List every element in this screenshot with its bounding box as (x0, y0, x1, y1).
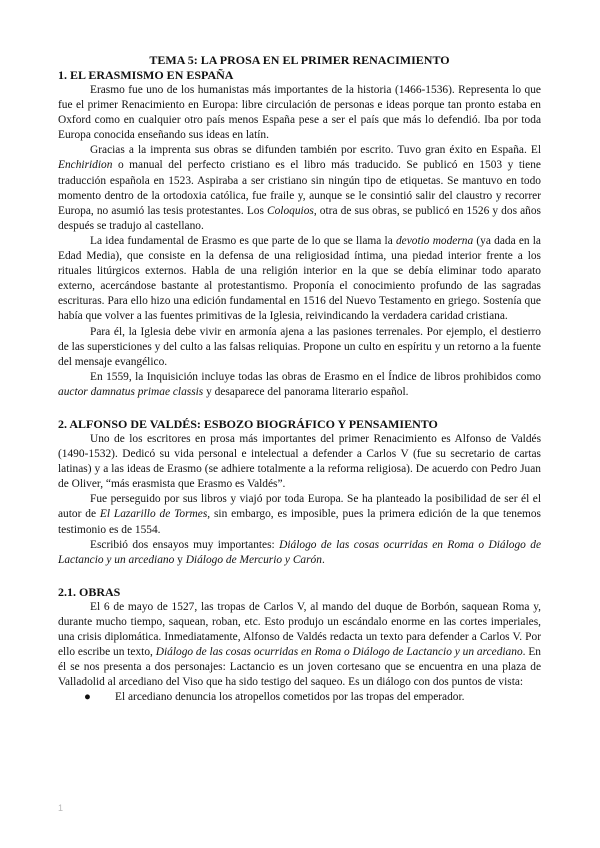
section-heading-erasmismo: 1. EL ERASMISMO EN ESPAÑA (58, 68, 234, 82)
text-run: . (321, 553, 325, 566)
paragraph (58, 538, 541, 568)
paragraph (58, 600, 541, 691)
text-run: , sin embargo, es imposible, pues la primera edición de la que tenemos testimonio es de 1554. (58, 508, 541, 536)
bullet-list (58, 690, 541, 705)
italic-title: Coloquios (267, 204, 314, 217)
text-run: y desaparece del panorama literario español. (203, 385, 409, 398)
page-number: 1 (58, 803, 64, 813)
list-item (58, 690, 541, 705)
text-run: La idea fundamental de Erasmo es que parte de lo que se llama la (90, 234, 396, 247)
paragraph (58, 370, 541, 400)
text-run: En 1559, la Inquisición incluye todas las obras de Erasmo en el Índice de libros prohibidos como (90, 370, 541, 383)
section-heading-valdes: 2. ALFONSO DE VALDÉS: ESBOZO BIOGRÁFICO Y PENSAMIENTO (58, 416, 438, 431)
italic-term: devotio moderna (395, 234, 474, 247)
text-run: El 6 de mayo de 1527, las tropas de Carlos V, al mando del duque de Borbón, saquean Roma y, durante mucho tiempo, saquean, roban, etc. Esto produjo un escándalo enorme en las cortes imperiales, una crisis diplomática. Inmediatamente, Alfonso de Valdés redacta un texto para defender a Carlos V. Por ello escribe un texto, (58, 600, 541, 659)
list-item-text: El arcediano denuncia los atropellos cometidos por las tropas del emperador. (115, 691, 465, 704)
text-run: Gracias a la imprenta sus obras se difunden también por escrito. Tuvo gran éxito en España. El (90, 144, 541, 157)
bullet-icon: ● (84, 691, 91, 704)
text-run: Escribió dos ensayos muy importantes: (90, 538, 280, 551)
page-content (58, 53, 541, 705)
paragraph (58, 492, 541, 537)
paragraph: Uno de los escritores en prosa más importantes del primer Renacimiento es Alfonso de Valdés (1490-1532). Dedicó su vida personal e intelectual a defender a Carlos V (fue su secretario de cartas latinas) y a las ideas de Erasmo (se adhiere totalmente a la reforma religiosa). De acuerdo con Pedro Juan de Oliver, “más erasmista que Erasmo es Valdés”. (58, 432, 541, 491)
section-heading-obras: 2.1. OBRAS (58, 584, 121, 599)
italic-title: Diálogo de Mercurio y Carón (185, 553, 322, 566)
paragraph (58, 234, 541, 325)
text-run: o manual del perfecto cristiano es el libro más traducido. Se publicó en 1503 y tiene traducción española en 1523. Aspiraba a ser cristiano sin ningún tipo de etiquetas. Se mantuvo en todo momento dentro de la ortodoxia católica, fue fraile y, aunque se le consintió salir del claustro y recorrer Europa, no asumió las tesis protestantes. Los (58, 159, 541, 217)
spacer (58, 400, 541, 417)
paragraph: Erasmo fue uno de los humanistas más importantes de la historia (1466-1536). Representa lo que fue el primer Renacimiento en Europa: libre circulación de personas e ideas porque tan pronto estaba en Oxford como en cualquier otro país menos España pese a ser el país que más lo defendió. Iba por toda Europa conocida enseñando sus ideas en latín. (58, 84, 541, 142)
text-run: . En él se nos presenta a dos personajes: Lactancio es un joven cortesano que se encuentra en una plaza de Valladolid al arcediano del Viso que ha sido testigo del saqueo. Es un diálogo con dos puntos de vista: (58, 646, 541, 689)
text-run: (ya dada en la Edad Media), que consiste en la defensa de una religiosidad íntima, una piedad interior frente a los rituales litúrgicos externos. Habla de una religión interior en la que se debía eliminar todo aparato externo, acercándose bastante al protestantismo. Proponía el conocimiento profundo de las sagradas escrituras. Para ello hizo una edición fundamental en 1516 del Nuevo Testamento en griego. Sostenía que había que volver a las fuentes primitivas de la Iglesia, reivindicando la verdadera caridad cristiana. (58, 234, 541, 323)
italic-title: Enchiridion (58, 159, 113, 172)
spacer (58, 568, 541, 585)
italic-title: El Lazarillo de Tormes (99, 508, 208, 521)
italic-title: Diálogo de las cosas ocurridas en Roma o Diálogo de Lactancio y un arcediano (155, 646, 523, 659)
italic-title: Diálogo de las cosas ocurridas en Roma o Diálogo de Lactancio y un arcediano (58, 538, 542, 566)
text-run: Fue perseguido por sus libros y viajó por toda Europa. Se ha planteado la posibilidad de ser él el autor de (58, 493, 541, 521)
paragraph (58, 143, 541, 234)
italic-term: auctor damnatus primae classis (58, 385, 204, 398)
paragraph: Para él, la Iglesia debe vivir en armonía ajena a las pasiones terrenales. Por ejemplo, el destierro de las supersticiones y del culto a las falsas reliquias. Propone un culto en espíritu y un retorno a la fuente del mensaje evangélico. (58, 325, 541, 368)
document-title: TEMA 5: LA PROSA EN EL PRIMER RENACIMIENTO (149, 53, 450, 67)
text-run: y (174, 553, 186, 566)
text-run: , otra de sus obras, se publicó en 1526 y dos años después se tradujo al castellano. (58, 204, 541, 232)
